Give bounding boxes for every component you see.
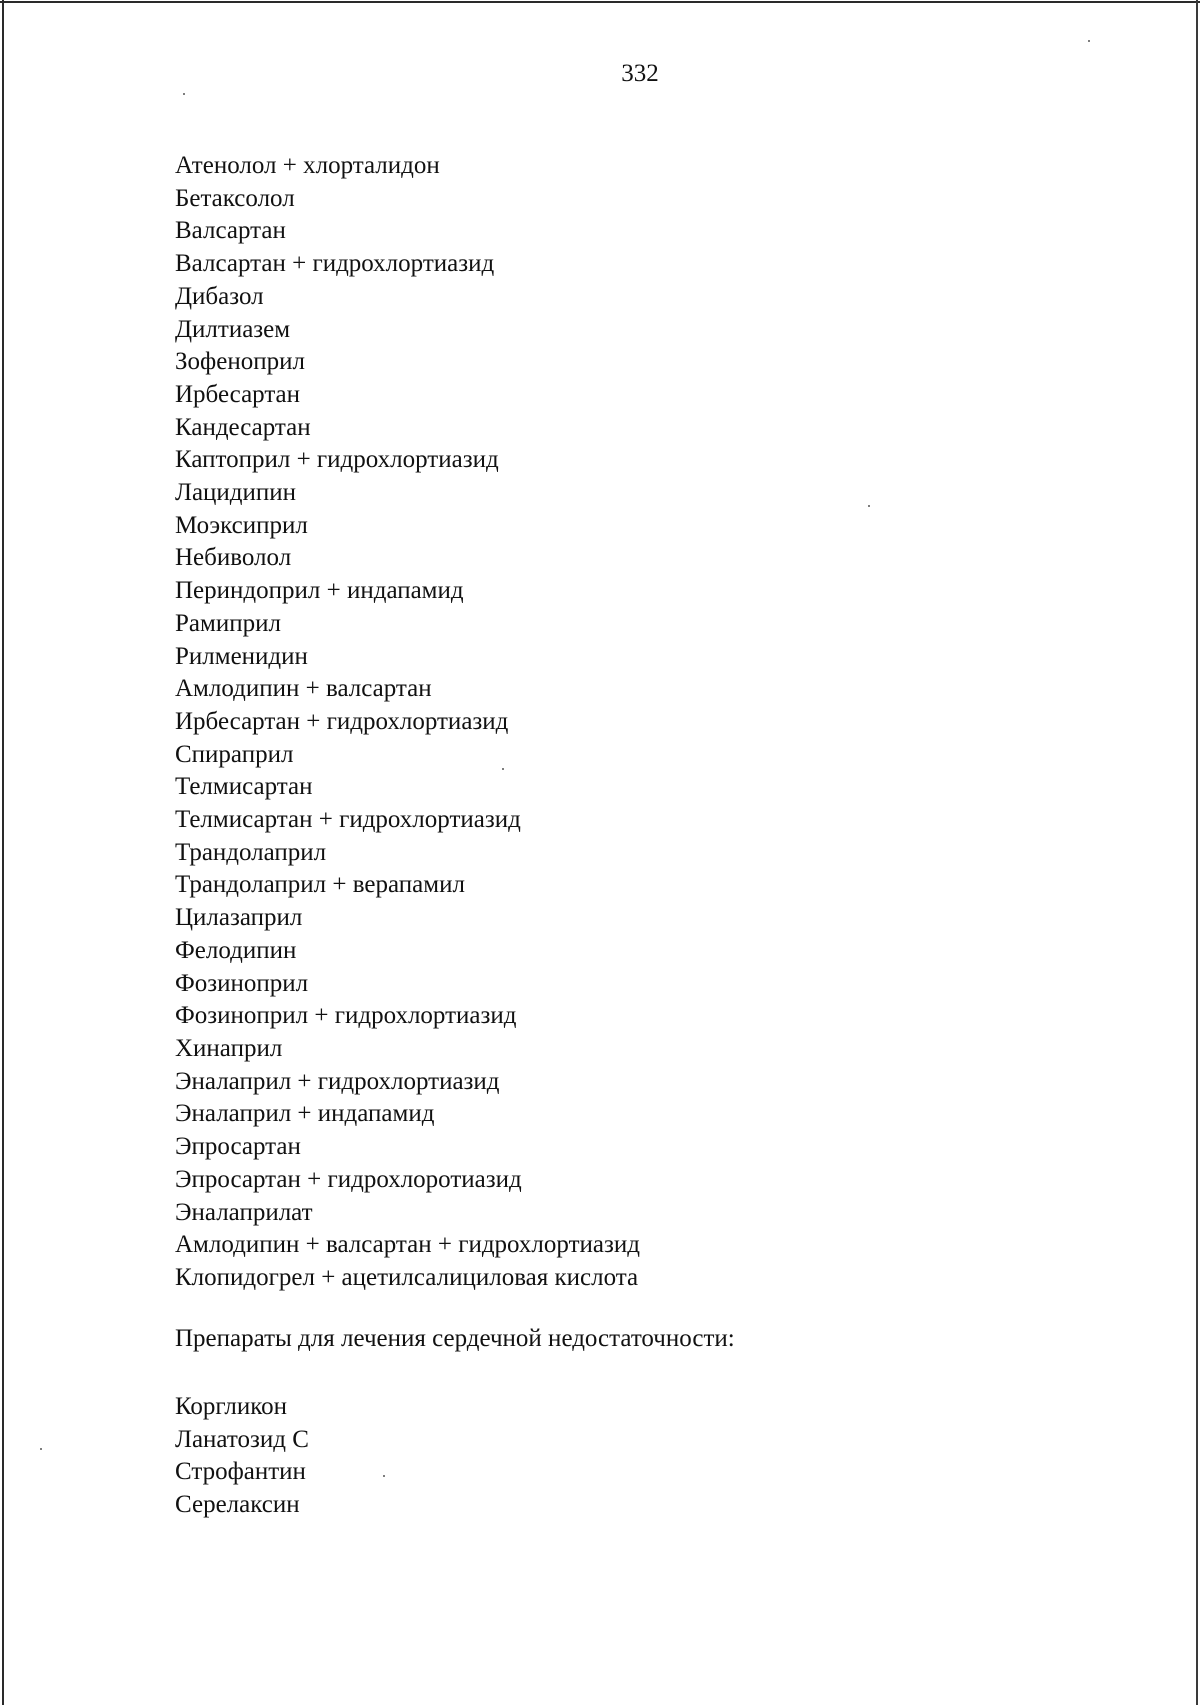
drug-item: Небиволол bbox=[175, 544, 292, 572]
drug-item: Рилменидин bbox=[175, 642, 308, 670]
scan-speck bbox=[383, 1475, 385, 1477]
drug-item: Хинаприл bbox=[175, 1034, 283, 1062]
drug-item: Спираприл bbox=[175, 740, 294, 768]
scan-speck bbox=[40, 1448, 42, 1450]
section-heading: Препараты для лечения сердечной недостаточности: bbox=[175, 1325, 735, 1352]
scan-speck bbox=[183, 93, 185, 95]
drug-item: Зофеноприл bbox=[175, 348, 305, 376]
drug-item: Фозиноприл + гидрохлортиазид bbox=[175, 1002, 517, 1030]
drug-item: Эналаприл + индапамид bbox=[175, 1100, 435, 1128]
drug-item: Дибазол bbox=[175, 282, 264, 310]
drug-item: Дилтиазем bbox=[175, 315, 291, 343]
scan-edge-left bbox=[2, 0, 4, 1705]
drug-item: Атенолол + хлорталидон bbox=[175, 152, 440, 179]
drug-item: Периндоприл + индапамид bbox=[175, 577, 464, 605]
drug-item: Фелодипин bbox=[175, 936, 297, 964]
drug-item: Коргликон bbox=[175, 1393, 288, 1420]
drug-list bbox=[175, 150, 640, 1295]
drug-item: Фозиноприл bbox=[175, 969, 309, 997]
scan-speck bbox=[1088, 40, 1090, 42]
drug-item: Ирбесартан + гидрохлортиазид bbox=[175, 707, 509, 735]
drug-item: Каптоприл + гидрохлортиазид bbox=[175, 446, 499, 474]
drug-item: Моэксиприл bbox=[175, 511, 308, 539]
drug-item: Телмисартан + гидрохлортиазид bbox=[175, 806, 521, 834]
drug-item: Валсартан bbox=[175, 217, 286, 245]
drug-item: Кандесартан bbox=[175, 413, 311, 441]
drug-item: Цилазаприл bbox=[175, 904, 303, 932]
drug-item: Серелаксин bbox=[175, 1491, 300, 1519]
page-number: 332 bbox=[621, 60, 659, 87]
scan-speck bbox=[868, 505, 870, 507]
drug-item: Трандолаприл + верапамил bbox=[175, 871, 465, 899]
scan-edge-top bbox=[0, 1, 1200, 3]
drug-item: Телмисартан bbox=[175, 773, 313, 801]
scan-edge-right bbox=[1196, 0, 1198, 1705]
drug-item: Ирбесартан bbox=[175, 380, 301, 408]
drug-item: Трандолаприл bbox=[175, 838, 327, 866]
drug-item: Клопидогрел + ацетилсалициловая кислота bbox=[175, 1263, 639, 1291]
drug-item: Эпросартан + гидрохлоротиазид bbox=[175, 1165, 522, 1193]
drug-item: Эналаприлат bbox=[175, 1198, 313, 1226]
drug-item: Валсартан + гидрохлортиазид bbox=[175, 250, 495, 278]
drug-item: Эпросартан bbox=[175, 1133, 301, 1161]
scan-speck bbox=[502, 768, 504, 770]
drug-item: Строфантин bbox=[175, 1458, 306, 1486]
drug-item: Эналаприл + гидрохлортиазид bbox=[175, 1067, 500, 1095]
drug-item: Ланатозид С bbox=[175, 1425, 309, 1453]
drug-item: Амлодипин + валсартан + гидрохлортиазид bbox=[175, 1231, 640, 1259]
drug-item: Бетаксолол bbox=[175, 184, 295, 212]
drug-item: Лацидипин bbox=[175, 479, 297, 507]
drug-item: Рамиприл bbox=[175, 609, 281, 637]
heart-failure-drug-list bbox=[175, 1391, 309, 1522]
drug-item: Амлодипин + валсартан bbox=[175, 675, 432, 703]
